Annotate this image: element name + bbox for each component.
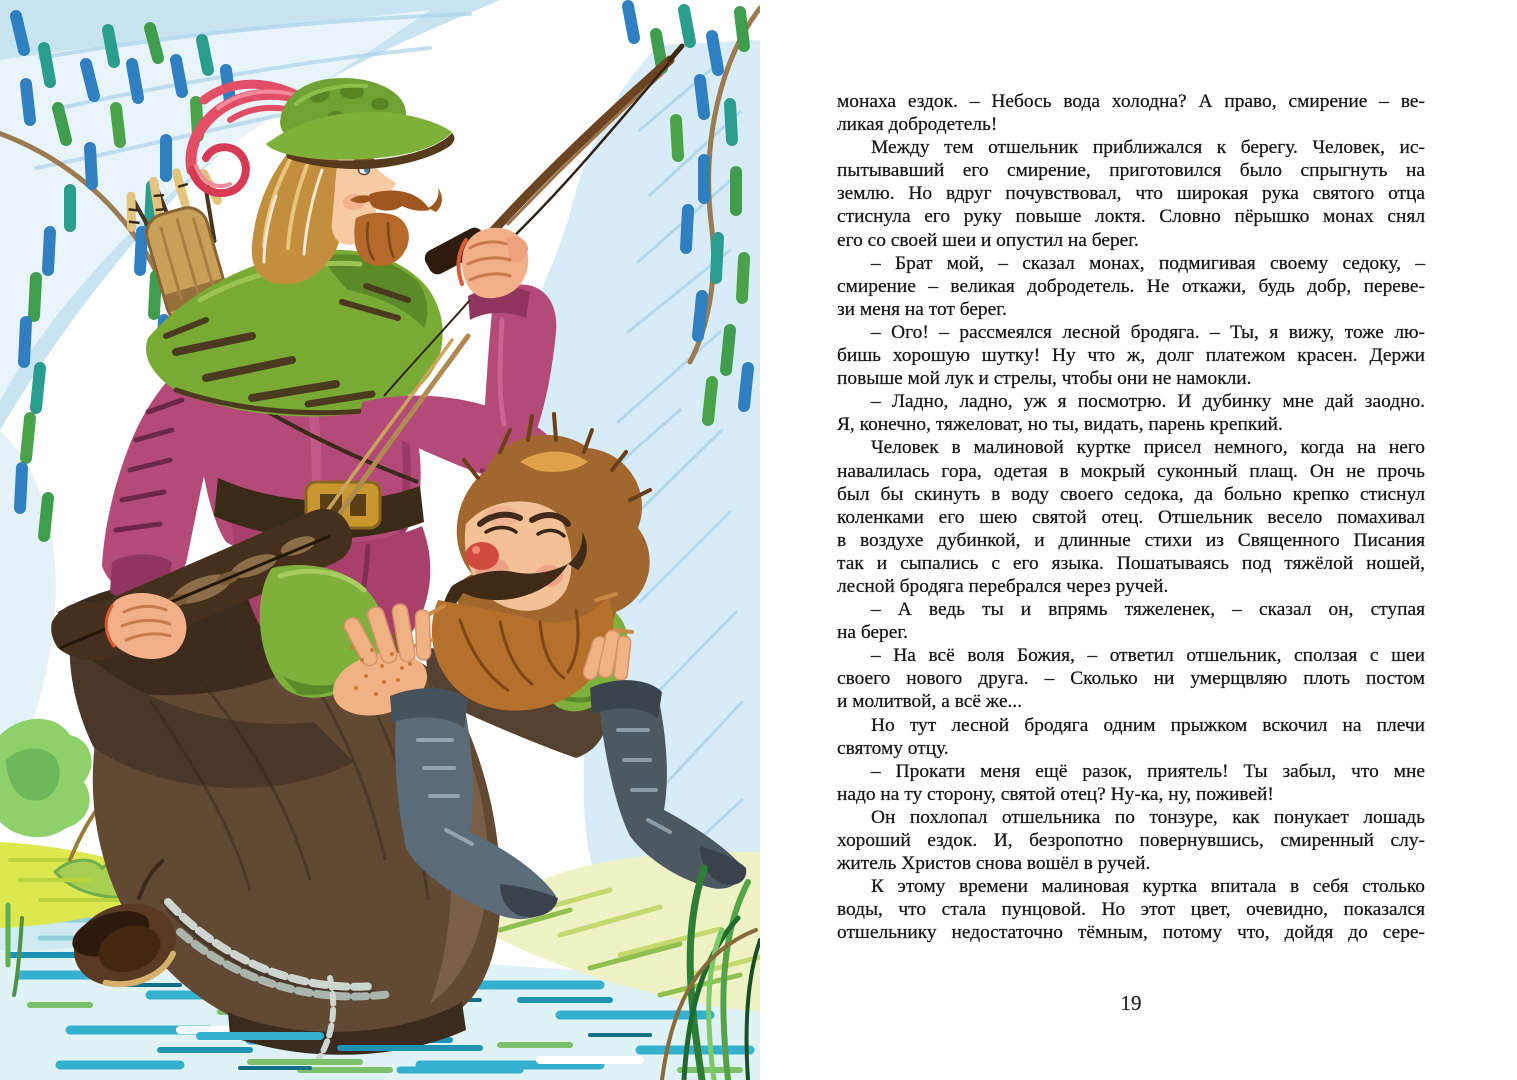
text-line: Между тем отшельник приближался к берегу. Человек, ис- bbox=[871, 137, 1425, 159]
page-text-column bbox=[837, 90, 1425, 944]
text-line: смирение – великая добродетель. Не откажи, будь добр, переве- bbox=[837, 275, 1425, 297]
text-line: житель Христов снова вошёл в ручей. bbox=[837, 853, 1151, 875]
text-line: его со своей шеи и опустил на берег. bbox=[837, 229, 1139, 251]
text-line: К этому времени малиновая куртка впитала в себя столько bbox=[871, 876, 1425, 898]
text-line: повыше мой лук и стрелы, чтобы они не намокли. bbox=[837, 368, 1252, 390]
text-line: надо на ту сторону, святой отец? Ну-ка, ну, поживей! bbox=[837, 783, 1274, 805]
text-line: отшельнику недостаточно тёмным, потому что, дойдя до сере- bbox=[837, 922, 1425, 944]
text-line: был бы скинуть в воду своего седока, да больно крепко стиснул bbox=[837, 483, 1425, 505]
text-line: Он похлопал отшельника по тонзуре, как понукает лошадь bbox=[871, 806, 1425, 828]
text-line: – Брат мой, – сказал монах, подмигивая своему седоку, – bbox=[871, 252, 1425, 274]
text-line: ликая добродетель! bbox=[837, 114, 998, 136]
text-line: пытывавший его смирение, приготовился было спрыгнуть на bbox=[837, 160, 1425, 182]
text-line: бишь хорошую шутку! Ну что ж, долг платежом красен. Держи bbox=[837, 345, 1425, 367]
text-line: на берег. bbox=[837, 622, 908, 644]
text-line: Человек в малиновой куртке присел немного, когда на него bbox=[871, 437, 1425, 459]
text-line: монаха ездок. – Небось вода холодна? А право, смирение – ве- bbox=[837, 91, 1425, 112]
text-line: лесной бродяга перебрался через ручей. bbox=[837, 575, 1169, 597]
text-line: Но тут лесной бродяга одним прыжком вскочил на плечи bbox=[871, 714, 1425, 736]
text-line: – А ведь ты и впрямь тяжеленек, – сказал он, ступая bbox=[871, 599, 1425, 621]
text-line: зи меня на тот берег. bbox=[837, 298, 1007, 320]
text-line: хороший ездок. И, безропотно повернувшись, смиренный слу- bbox=[837, 830, 1425, 851]
text-line: Я, конечно, тяжеловат, но ты, видать, парень крепкий. bbox=[837, 414, 1283, 436]
monk-nose bbox=[465, 542, 499, 570]
text-line: коленками его шею святой отец. Отшельник весело помахивал bbox=[837, 506, 1425, 528]
text-line: и молитвой, а всё же... bbox=[837, 691, 1023, 713]
text-line: своего нового друга. – Сколько ни умерщвляю плоть постом bbox=[837, 668, 1425, 690]
text-line: святому отцу. bbox=[837, 737, 949, 759]
text-line: так и сыпались с его языка. Пошатываясь под тяжёлой ношей, bbox=[837, 552, 1425, 574]
text-line: землю. Но вдруг почувствовал, что широкая рука святого отца bbox=[837, 183, 1425, 205]
page-number: 19 bbox=[1120, 991, 1142, 1015]
text-line: стиснула его руку повыше локтя. Словно пёрышко монах снял bbox=[837, 206, 1425, 228]
text-line: – Ладно, ладно, уж я посмотрю. И дубинку мне дай заодно. bbox=[871, 391, 1425, 413]
text-line: – На всё воля Божия, – ответил отшельник, сползая с шеи bbox=[871, 645, 1425, 667]
text-line: – Прокати меня ещё разок, приятель! Ты забыл, что мне bbox=[871, 760, 1425, 782]
text-line: – Ого! – рассмеялся лесной бродяга. – Ты, я вижу, тоже лю- bbox=[871, 321, 1425, 343]
text-line: в воздухе дубинкой, и длинные стихи из Священного Писания bbox=[837, 529, 1425, 551]
text-line: навалилась гора, одетая в мокрый суконный плащ. Он не прочь bbox=[837, 460, 1425, 482]
text-line: воды, что стала пунцовой. Но этот цвет, очевидно, показался bbox=[837, 899, 1425, 921]
